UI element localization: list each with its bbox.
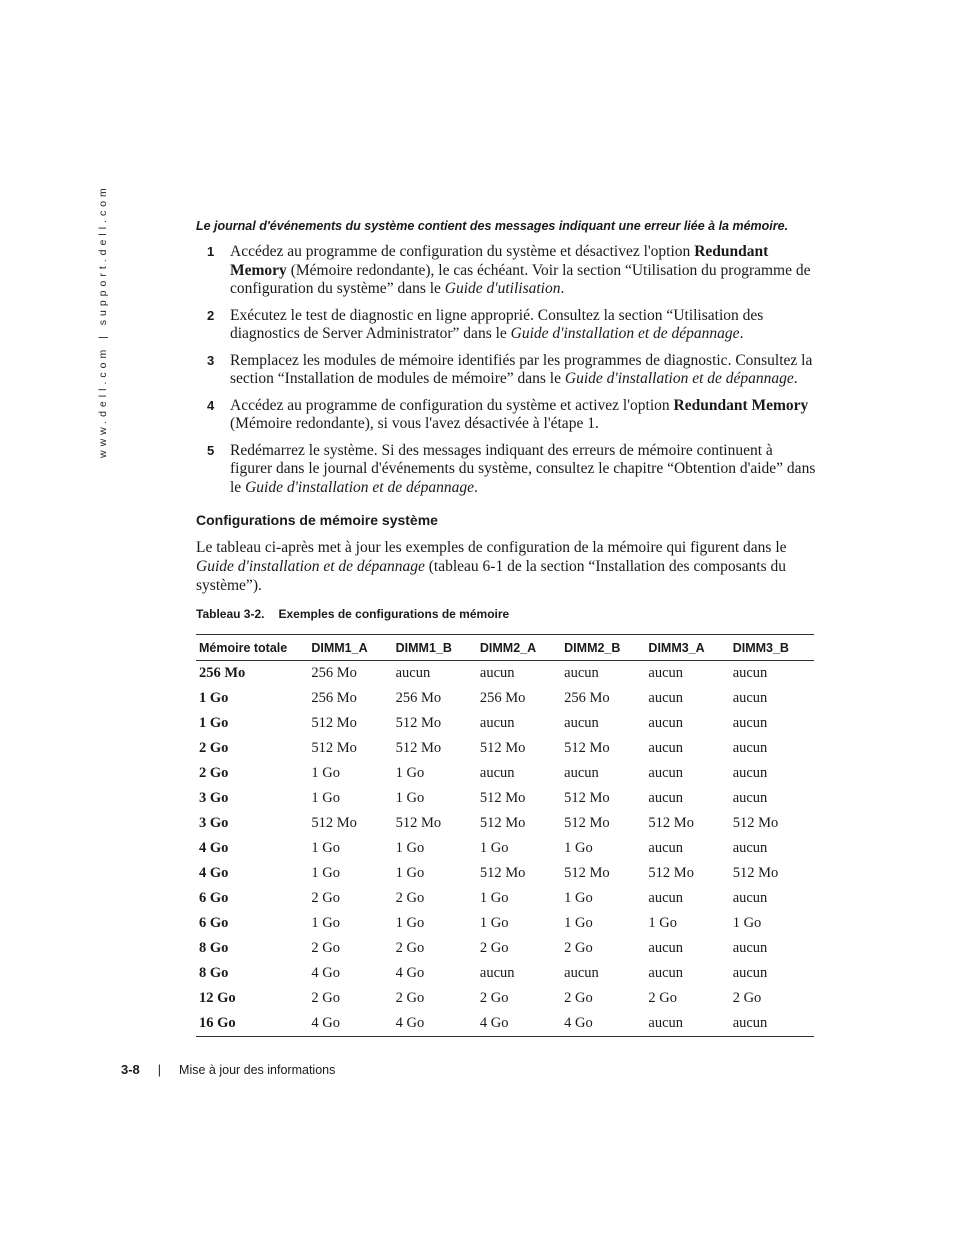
total-memory-cell: 6 Go: [199, 890, 229, 906]
table-row: [196, 686, 814, 711]
dimm-cell: aucun: [648, 1015, 684, 1031]
dimm-cell: 1 Go: [311, 790, 340, 806]
step-text: .: [739, 325, 744, 342]
dimm-cell: 1 Go: [479, 890, 509, 906]
dimm-cell: aucun: [648, 765, 684, 781]
dimm-cell: 1 Go: [311, 765, 340, 781]
dimm-cell: 512 Mo: [311, 815, 357, 831]
table-row: [196, 811, 814, 836]
total-memory-cell: 2 Go: [199, 765, 229, 781]
guide-reference: Guide d'utilisation: [444, 280, 561, 297]
dimm-cell: 512 Mo: [395, 815, 442, 831]
dimm-cell: 4 Go: [395, 1015, 425, 1031]
dimm-cell: aucun: [732, 965, 768, 981]
table-row: [196, 961, 814, 986]
table-row: [196, 986, 814, 1011]
column-header: DIMM1_B: [393, 635, 477, 661]
dimm-cell: aucun: [479, 715, 515, 731]
column-header: DIMM2_B: [561, 635, 645, 661]
step-text: Accédez au programme de configuration du système et activez l'option: [230, 396, 674, 414]
guide-reference: Guide d'installation et de dépannage: [196, 558, 425, 575]
dimm-cell: aucun: [732, 765, 768, 781]
dimm-cell: 2 Go: [395, 890, 425, 906]
dimm-cell: aucun: [648, 740, 684, 756]
dimm-cell: aucun: [564, 965, 599, 981]
dimm-cell: aucun: [648, 790, 684, 806]
dimm-cell: aucun: [732, 690, 768, 706]
dimm-cell: 2 Go: [564, 940, 593, 956]
dimm-cell: aucun: [648, 940, 684, 956]
dimm-cell: aucun: [479, 765, 515, 781]
dimm-cell: 256 Mo: [311, 690, 357, 706]
dimm-cell: aucun: [648, 715, 684, 731]
dimm-cell: 1 Go: [479, 915, 509, 931]
dimm-cell: 2 Go: [732, 990, 762, 1006]
dimm-cell: aucun: [732, 665, 768, 681]
chapter-title: Mise à jour des informations: [179, 1063, 336, 1077]
dimm-cell: 512 Mo: [648, 865, 694, 881]
dimm-cell: aucun: [732, 890, 768, 906]
step-text: (Mémoire redondante), si vous l'avez désactivée à l'étape 1.: [230, 415, 599, 432]
total-memory-cell: 1 Go: [199, 715, 229, 731]
dimm-cell: 4 Go: [479, 1015, 509, 1031]
dimm-cell: 512 Mo: [311, 715, 357, 731]
dimm-cell: 512 Mo: [564, 815, 610, 831]
dimm-cell: aucun: [479, 665, 515, 681]
dimm-cell: 256 Mo: [311, 665, 357, 681]
dimm-cell: 1 Go: [648, 915, 678, 931]
dimm-cell: aucun: [564, 715, 599, 731]
dimm-cell: 2 Go: [311, 990, 340, 1006]
step-text: .: [793, 370, 798, 387]
step-5: [196, 442, 816, 498]
dimm-cell: 2 Go: [564, 990, 593, 1006]
total-memory-cell: 8 Go: [199, 940, 229, 956]
dimm-cell: aucun: [395, 665, 431, 681]
intro-paragraph: [196, 538, 796, 595]
total-memory-cell: 1 Go: [199, 690, 229, 706]
dimm-cell: 4 Go: [311, 1015, 340, 1031]
dimm-cell: 2 Go: [311, 890, 340, 906]
total-memory-cell: 4 Go: [199, 840, 229, 856]
table-row: [196, 836, 814, 861]
dimm-cell: 1 Go: [395, 865, 425, 881]
dimm-cell: aucun: [648, 965, 684, 981]
dimm-cell: 1 Go: [564, 890, 593, 906]
intro-text: Le tableau ci-après met à jour les exemples de configuration de la mémoire qui figurent dans le: [196, 539, 787, 556]
total-memory-cell: 8 Go: [199, 965, 229, 981]
guide-reference: Guide d'installation et de dépannage: [510, 325, 740, 342]
dimm-cell: 512 Mo: [395, 715, 442, 731]
dimm-cell: 1 Go: [479, 840, 509, 856]
dimm-cell: aucun: [564, 665, 599, 681]
dimm-cell: 512 Mo: [564, 865, 610, 881]
dimm-cell: 512 Mo: [311, 740, 357, 756]
dimm-cell: aucun: [564, 765, 599, 781]
step-text: Redémarrez le système. Si des messages indiquant des erreurs de mémoire continuent à figurer dans le journal d'événements du système, consultez le chapitre “Obtention d'aide” dans le: [230, 441, 816, 496]
step-number: 5: [207, 442, 215, 458]
dimm-cell: aucun: [732, 715, 768, 731]
dimm-cell: aucun: [648, 840, 684, 856]
total-memory-cell: 16 Go: [199, 1015, 236, 1031]
dimm-cell: 2 Go: [311, 940, 340, 956]
dimm-cell: 512 Mo: [395, 740, 442, 756]
dimm-cell: 512 Mo: [479, 740, 526, 756]
step-text: Accédez au programme de configuration du système et désactivez l'option: [230, 243, 695, 260]
dimm-cell: aucun: [479, 965, 515, 981]
dimm-cell: 1 Go: [564, 840, 593, 856]
column-header: DIMM3_A: [645, 635, 729, 661]
step-option-name: Redundant Memory: [673, 396, 809, 414]
total-memory-cell: 256 Mo: [199, 665, 246, 681]
footer-separator: |: [157, 1063, 162, 1077]
procedure-steps: [196, 243, 816, 505]
column-header: DIMM2_A: [477, 635, 561, 661]
dimm-cell: 1 Go: [732, 915, 762, 931]
dimm-cell: 512 Mo: [732, 815, 779, 831]
dimm-cell: 1 Go: [395, 765, 425, 781]
table-row: [196, 936, 814, 961]
dimm-cell: aucun: [732, 740, 768, 756]
dimm-cell: 512 Mo: [479, 815, 526, 831]
step-number: 1: [207, 244, 215, 259]
table-caption-label: Tableau 3-2.: [196, 607, 265, 621]
dimm-cell: 512 Mo: [648, 815, 694, 831]
total-memory-cell: 2 Go: [199, 740, 229, 756]
total-memory-cell: 12 Go: [199, 990, 236, 1006]
table-header-row: [196, 635, 814, 661]
dimm-cell: aucun: [648, 690, 684, 706]
dimm-cell: aucun: [732, 1015, 768, 1031]
total-memory-cell: 3 Go: [199, 815, 229, 831]
section-title: Configurations de mémoire système: [196, 512, 438, 528]
dimm-cell: aucun: [732, 840, 768, 856]
page-number: 3-8: [121, 1062, 140, 1077]
step-3: [196, 352, 816, 389]
table-row: [196, 661, 814, 687]
table-row: [196, 861, 814, 886]
dimm-cell: 512 Mo: [564, 790, 610, 806]
step-text: Exécutez le test de diagnostic en ligne approprié. Consultez la section “Utilisation des diagnostics de Server Administrator” dans le: [230, 306, 764, 342]
column-header: DIMM1_A: [308, 635, 392, 661]
intro-text: (tableau 6-1 de la section “Installation des composants du système”).: [196, 558, 787, 594]
table-row: [196, 1011, 814, 1037]
step-text: Remplacez les modules de mémoire identifiés par les programmes de diagnostic. Consultez la section “Installation de modules de mémoire” dans le: [230, 351, 813, 387]
step-4: [196, 397, 816, 434]
total-memory-cell: 4 Go: [199, 865, 229, 881]
step-1: [196, 243, 816, 299]
dimm-cell: 1 Go: [564, 915, 593, 931]
table-caption: [196, 607, 509, 621]
step-option-name: Redundant Memory: [230, 243, 769, 279]
dimm-cell: 256 Mo: [395, 690, 442, 706]
dimm-cell: 1 Go: [395, 790, 425, 806]
dimm-cell: 256 Mo: [564, 690, 610, 706]
dimm-cell: 512 Mo: [479, 790, 526, 806]
dimm-cell: 1 Go: [311, 865, 340, 881]
total-memory-cell: 3 Go: [199, 790, 229, 806]
table-row: [196, 711, 814, 736]
dimm-cell: aucun: [732, 940, 768, 956]
column-header: Mémoire totale: [196, 635, 308, 661]
table-row: [196, 911, 814, 936]
page-footer: [121, 1062, 335, 1077]
dimm-cell: 1 Go: [311, 840, 340, 856]
side-url: www.dell.com | support.dell.com: [97, 184, 109, 458]
dimm-cell: 2 Go: [479, 990, 509, 1006]
step-number: 2: [207, 307, 215, 323]
dimm-cell: aucun: [648, 890, 684, 906]
guide-reference: Guide d'installation et de dépannage: [564, 370, 794, 387]
error-log-heading: Le journal d'événements du système contient des messages indiquant une erreur liée à la mémoire.: [196, 219, 789, 233]
dimm-cell: 1 Go: [395, 840, 425, 856]
table-row: [196, 786, 814, 811]
dimm-cell: aucun: [732, 790, 768, 806]
step-2: [196, 307, 816, 344]
table-caption-text: Exemples de configurations de mémoire: [278, 607, 510, 621]
dimm-cell: 4 Go: [395, 965, 425, 981]
dimm-cell: 4 Go: [311, 965, 340, 981]
column-header: DIMM3_B: [730, 635, 814, 661]
memory-configurations-table: [196, 634, 814, 1037]
dimm-cell: 2 Go: [479, 940, 509, 956]
guide-reference: Guide d'installation et de dépannage: [245, 478, 474, 496]
dimm-cell: 1 Go: [395, 915, 425, 931]
dimm-cell: aucun: [648, 665, 684, 681]
step-text: (Mémoire redondante), le cas échéant. Voir la section “Utilisation du programme de configuration du système” dans le: [230, 261, 811, 297]
dimm-cell: 512 Mo: [479, 865, 526, 881]
dimm-cell: 2 Go: [648, 990, 678, 1006]
table-row: [196, 761, 814, 786]
dimm-cell: 512 Mo: [564, 740, 610, 756]
dimm-cell: 4 Go: [564, 1015, 593, 1031]
table-row: [196, 736, 814, 761]
step-number: 4: [207, 397, 215, 413]
table-row: [196, 886, 814, 911]
step-text: .: [473, 478, 478, 496]
step-text: .: [560, 280, 565, 297]
dimm-cell: 2 Go: [395, 940, 425, 956]
step-number: 3: [207, 352, 215, 368]
total-memory-cell: 6 Go: [199, 915, 229, 931]
dimm-cell: 512 Mo: [732, 865, 779, 881]
dimm-cell: 1 Go: [311, 915, 340, 931]
dimm-cell: 2 Go: [395, 990, 425, 1006]
dimm-cell: 256 Mo: [479, 690, 526, 706]
